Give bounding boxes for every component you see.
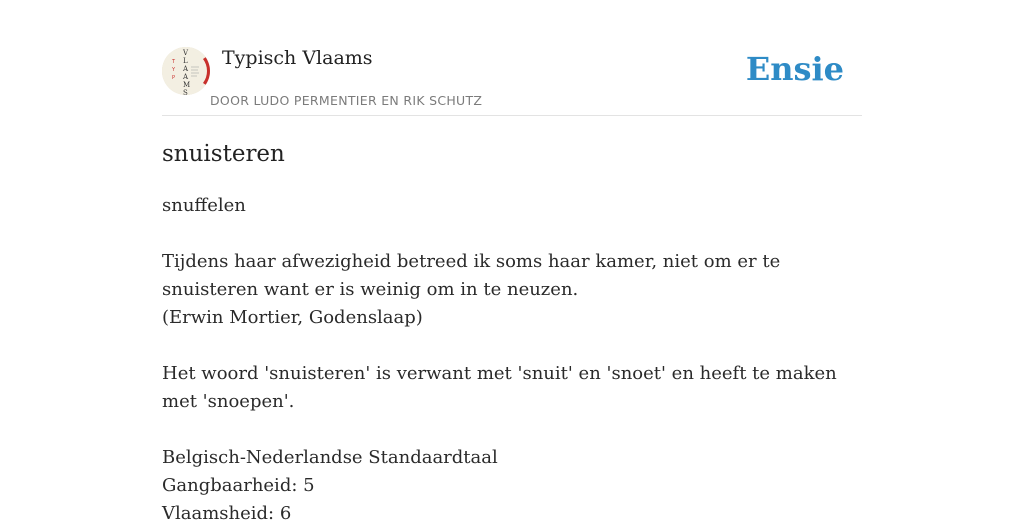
entry-title: snuisteren bbox=[162, 141, 285, 167]
author-byline: DOOR LUDO PERMENTIER EN RIK SCHUTZ bbox=[210, 93, 483, 108]
ensie-logo-link[interactable]: Ensie bbox=[745, 50, 844, 88]
svg-text:S: S bbox=[183, 89, 188, 95]
svg-text:M: M bbox=[183, 81, 191, 89]
site-header bbox=[162, 0, 862, 116]
avatar[interactable] bbox=[162, 47, 210, 95]
quote-text: Tijdens haar afwezigheid betreed ik soms haar kamer, niet om er te snuisteren want er is weinig om in te neuzen. bbox=[162, 251, 781, 300]
typisch-vlaams-logo-icon bbox=[162, 47, 210, 95]
etymology-text: Het woord 'snuisteren' is verwant met 'snuit' en 'snoet' en heeft te maken met 'snoepen'. bbox=[162, 363, 837, 412]
site-title-link[interactable]: Typisch Vlaams bbox=[222, 47, 373, 69]
svg-text:A: A bbox=[183, 73, 189, 81]
quote-source: (Erwin Mortier, Godenslaap) bbox=[162, 307, 423, 328]
vlaamsheid-text: Vlaamsheid: 6 bbox=[162, 503, 292, 524]
svg-text:V: V bbox=[183, 49, 189, 57]
page-container bbox=[162, 0, 862, 524]
svg-text:T: T bbox=[172, 59, 176, 65]
svg-text:Y: Y bbox=[172, 67, 176, 73]
spacer bbox=[162, 416, 862, 444]
entry-body bbox=[162, 192, 862, 528]
spacer bbox=[162, 332, 862, 360]
gangbaarheid-text: Gangbaarheid: 5 bbox=[162, 475, 315, 496]
spacer bbox=[162, 220, 862, 248]
svg-text:A: A bbox=[183, 65, 189, 73]
svg-text:L: L bbox=[183, 57, 188, 65]
language-variant-text: Belgisch-Nederlandse Standaardtaal bbox=[162, 447, 498, 468]
definition-text: snuffelen bbox=[162, 195, 246, 216]
svg-text:P: P bbox=[172, 75, 176, 81]
